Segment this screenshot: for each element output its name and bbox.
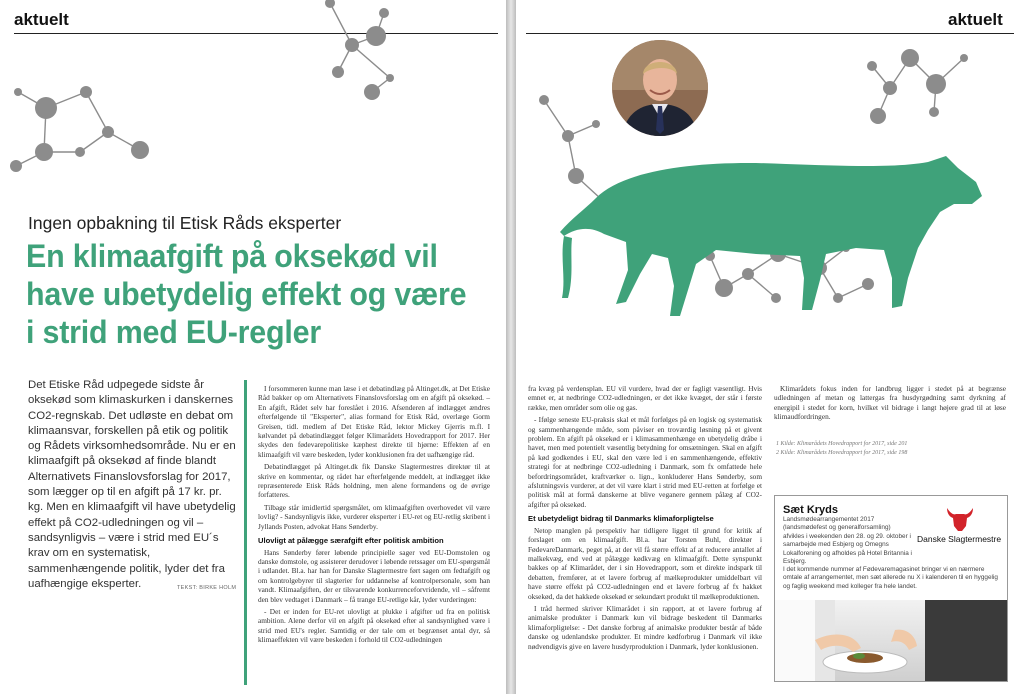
source-notes [776,440,1006,458]
box-title: Sæt Kryds [783,504,839,516]
paragraph: Klimarådets fokus inden for landbrug ligger i stedet på at begrænse udledningen af metan og lattergas fra husdyrgødning samt dyrkning af energipil i stedet for korn, hvilket vil bidrage i langt højere grad til at løse klimaudfordringen. [774,384,1006,422]
paragraph: - Det er inden for EU-ret ulovligt at plukke i afgifter ud fra en politisk ambition. Alene derfor vil en afgift på oksekød efter al sandsynlighed være i strid med EU's regler. Samtidig er der tale om et begrænset antal dyr, så klimaeffekten vil være beskeden i forhold til CO2-udledningen [258,606,490,645]
note: 2 Kilde: Klimarådets Hovedrapport for 2017, side 198 [776,450,908,456]
body-column-1 [258,384,490,648]
logo-text: Danske Slagtermestre [917,534,1002,544]
byline: TEKST: BIRKE HOLM [177,585,237,591]
molecule-network-icon [0,0,506,190]
subheading: Et ubetydeligt bidrag til Danmarks klimaforpligtelse [528,514,714,524]
chef-photo [775,600,1007,681]
event-box [774,495,1008,682]
cow-illustration-icon [556,138,986,318]
paragraph: I forsommeren kunne man læse i et debatindlæg på Altinget.dk, at Det Etiske Råd bakker op om Alternativets Finanslovsforslag om en afgift på oksekød. – En afgift, Rådet selv har foreslået i 2016. Afsenderen af indlægget ændres efterfølgende til "Eksperter", alias formand for Etisk Råd, overlæge Gorm Greisen, tidl. medlem af Det Etiske Råd, lektor Mickey Gjerris m.fl. I kølvandet på debatindlægget følger Klimarådets Hovedrapport for 2017. Her skydes den fødevarepolitiske kæphest direkte til hjørne: Effekten af en klimaafgift vil være beskeden, lyder konklusionen fra det uafhængige råd. [258,384,490,459]
accent-bar [244,380,247,685]
paragraph: Hans Sønderby fører løbende principielle sager ved EU-Domstolen og danske domstole, og assisterer derudover i løbende retssager om EU-spørgsmål i udlandet. Bl.a. har han for Danske Slagtermestre ført sagen om fedtafgift og om kontrolgebyrer til slagterier for uddannelse af kontrolpersonale, som han vandt. Klimaafgiften, der er tilsvarende konkurrenceforvridende, vil – såfremt den blev vedtaget i Danmark – få trange EU-retlige kår, lyder vurderingen: [258,547,490,604]
body-column-4 [774,384,1006,425]
section-tag: aktuelt [948,10,1003,29]
header-rule [526,33,1014,34]
paragraph: fra kvæg på verdensplan. EU vil vurdere, hvad der er fagligt væsentligt. Hvis emnet er, at nedbringe CO2-udledningen, er det ikke kvæget, der står i første række, men områder som olie og gas. [528,384,762,412]
page-gutter [506,0,516,694]
paragraph: Debatindlægget på Altinget.dk fik Danske Slagtermestres direktør til at skrive en kommentar, og rådet har efterfølgende meddelt, at indlægget ikke repræsenterede Etisk Råds holdning, men alene formandens og de øvrige forfatteres. [258,462,490,500]
danske-slagtermestre-logo [917,506,1001,546]
note: 1 Kilde: Klimarådets Hovedrapport for 2017, side 201 [776,441,908,447]
box-text: Landsmødearrangementet 2017 (landsmødefest og generalforsamling) afvikles i weekenden den 28. og 29. oktober i samarbejde med Esbjerg og Omegns Lokalforening og afholdes på Hotel Britannia i Esbjerg. [783,516,912,566]
paragraph: Tilbage står imidlertid spørgsmålet, om klimaafgiften overhovedet vil være lovlig? - Sandsynligvis ikke, vurderer eksperter i EU-ret og EU-retlig skribent i Jyllands Posten, advokat Hans Sønderby. [258,502,490,531]
bull-logo-icon [945,506,975,532]
section-tag: aktuelt [14,10,69,29]
paragraph: Netop manglen på perspektiv har tidligere ligget til grund for kritik af forslaget om en klimaafgift. Bl.a. har Torsten Buhl, direktør i FødevareDanmark, peget på, at der vil få større effekt af at reducere antallet af malkekvæg, end ved at pålægge kødkvæg en klimaafgift. Dette synspunkt bakkes op af Klimarådet, der i sin Hovedrapport, som et direkte indspark til debatten, fremfører, at et lavere forbrug af mælkeprodukter umiddelbart vil have større effekt på CO2-udledningen end et lavere forbrug af fx hakket oksekød, da det hakkede oksekød er sekundært produkt til mælkeproduktionen. [528,525,762,601]
box-text: I det kommende nummer af Fødevaremagasinet bringer vi en nærmere omtale af arrangementet, men sæt allerede nu X i kalenderen til en hyggelig og faglig weekend med kolleger fra hele landet. [783,566,998,590]
portrait-photo [612,40,708,136]
left-page [0,0,506,694]
body-column-3 [528,384,762,654]
subheading: Ulovligt at pålægge særafgift efter politisk ambition [258,536,444,546]
kicker: Ingen opbakning til Etisk Råds eksperter [28,213,342,233]
lead-paragraph: Det Etiske Råd udpegede sidste år oksekød som klimaskurken i danskernes CO2-regnskab. Det udløste en debat om klimaansvar, forskellen på etik og politik og Rådets virksomhedsområde. Nu er en klimaafgift på oksekød af finde blandt Alternativets Finanslovsforslag for 2017, som lægger op til en afgift på 17 kr. pr. kg. Men en klimaafgift vil have ubetydelig effekt på CO2-udledningen og vil –sandsynligvis – være i strid med EU´s krav om en systematisk, sammenhængende politik, lyder det fra uafhængige eksperter. [28,379,236,590]
paragraph: - Ifølge seneste EU-praksis skal et mål forfølges på en logisk og systematisk og sammenhængende måde, som påviser en troværdig løsning på et givent problem. En afgift på oksekød er i klimasammenhænge en ubetydelig dråbe i havet, men med potentielt væsentlig betydning for omsætningen. Skal en afgift på kød godkendes i EU, skal den være led i en sammenhængende, effektiv strategi for at nedbringe CO2-udledning i Danmark, som fx omfattede hele befordringsområdet, kraftværker o. lign., konkluderer Hans Sønderby, som afslutningsvis vurderer, at det vil være klart i strid med EU-retten at forfølge et politisk mål at formå danskerne at blive veganere gennem pålæg af CO2-afgifter på oksekød. [528,415,762,509]
paragraph: I tråd hermed skriver Klimarådet i sin rapport, at et lavere forbrug af animalske produkter i Danmark kun vil bidrage beskedent til Danmarks klimaforpligtelse: - Det danske forbrug af animalske produkter består af både danske og udenlandske produkter. Et mindre kødforbrug i Danmark vil ikke nødvendigvis give en lavere husdyrproduktion i Danmark, lyder konklusionen. [528,603,762,651]
headline: En klimaafgift på oksekød vil have ubetydelig effekt og være i strid med EU-regler [26,238,467,350]
